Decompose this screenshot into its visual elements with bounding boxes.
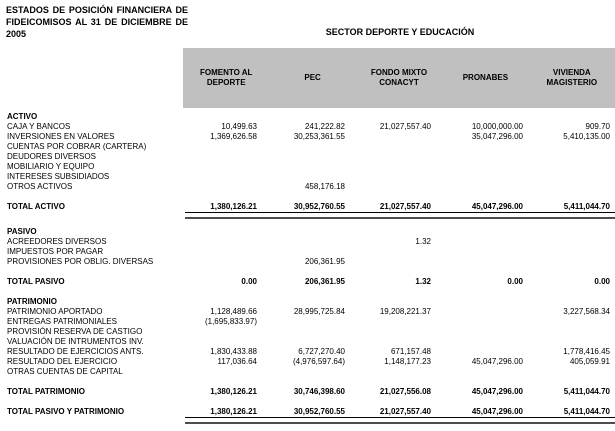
table-row — [0, 387, 615, 397]
sector-title: SECTOR DEPORTE Y EDUCACIÓN — [325, 27, 475, 37]
row-values — [185, 337, 615, 347]
table-row — [0, 317, 615, 327]
cell-value — [185, 327, 271, 337]
table-row — [0, 112, 615, 122]
cell-value: 10,000,000.00 — [471, 122, 523, 131]
blank-row — [0, 377, 615, 387]
table-row — [0, 347, 615, 357]
row-label: PATRIMONIO APORTADO — [7, 307, 103, 316]
cell-value — [443, 227, 529, 237]
cell-value — [271, 227, 357, 237]
row-values — [185, 327, 615, 337]
cell-value: (4,976,597.64) — [292, 357, 345, 366]
cell-value — [357, 162, 443, 172]
row-label: ENTREGAS PATRIMONIALES — [7, 317, 117, 326]
cell-value — [357, 367, 443, 377]
cell-value — [271, 152, 357, 162]
cell-value: 5,411,044.70 — [563, 202, 610, 211]
cell-value — [529, 152, 615, 162]
cell-value: 28,995,725.84 — [293, 307, 345, 316]
table-row — [0, 367, 615, 377]
cell-value — [357, 132, 443, 142]
column-header: FOMENTO AL DEPORTE — [199, 68, 253, 87]
cell-value — [443, 337, 529, 347]
cell-value: 30,746,398.60 — [293, 387, 345, 396]
cell-value — [529, 142, 615, 152]
row-values — [185, 357, 615, 367]
row-values — [185, 407, 615, 424]
cell-value: 1,380,126.21 — [210, 202, 257, 211]
row-label: MOBILIARIO Y EQUIPO — [7, 162, 95, 171]
row-label: CUENTAS POR COBRAR (CARTERA) — [7, 142, 147, 151]
row-values — [185, 227, 615, 237]
cell-value: 1.32 — [415, 277, 431, 286]
table-row — [0, 237, 615, 247]
table-row — [0, 142, 615, 152]
row-label: PROVISIÓN RESERVA DE CASTIGO — [7, 327, 143, 336]
cell-value — [529, 112, 615, 122]
cell-value — [271, 162, 357, 172]
table-row — [0, 122, 615, 132]
cell-value — [271, 237, 357, 247]
row-label: TOTAL PASIVO — [7, 277, 65, 286]
cell-value — [357, 247, 443, 257]
cell-value: 206,361.95 — [304, 277, 345, 286]
cell-value — [529, 237, 615, 247]
cell-value — [529, 172, 615, 182]
row-label: CAJA Y BANCOS — [7, 122, 71, 131]
cell-value — [357, 337, 443, 347]
cell-value: 10,499.63 — [221, 122, 257, 131]
cell-value: 30,952,760.55 — [293, 202, 345, 211]
cell-value — [185, 112, 271, 122]
row-label: DEUDORES DIVERSOS — [7, 152, 96, 161]
cell-value: 458,176.18 — [304, 182, 345, 191]
cell-value — [529, 257, 615, 267]
cell-value — [443, 247, 529, 257]
table-body — [0, 108, 615, 422]
cell-value — [185, 367, 271, 377]
row-label: IMPUESTOS POR PAGAR — [7, 247, 104, 256]
cell-value: 6,727,270.40 — [298, 347, 345, 356]
row-values — [185, 307, 615, 317]
cell-value: 117,036.64 — [217, 357, 257, 366]
cell-value — [357, 227, 443, 237]
cell-value — [357, 112, 443, 122]
cell-value — [271, 172, 357, 182]
cell-value — [185, 337, 271, 347]
table-row — [0, 327, 615, 337]
cell-value — [185, 247, 271, 257]
row-label: TOTAL ACTIVO — [7, 202, 65, 211]
cell-value — [529, 247, 615, 257]
row-label: TOTAL PASIVO Y PATRIMONIO — [7, 407, 125, 416]
table-row — [0, 172, 615, 182]
cell-value — [443, 152, 529, 162]
cell-value: 30,253,361.55 — [293, 132, 345, 141]
cell-value: 1,369,626.58 — [210, 132, 257, 141]
table-row — [0, 257, 615, 267]
cell-value: 30,952,760.55 — [293, 407, 345, 416]
table-row — [0, 307, 615, 317]
cell-value — [357, 182, 443, 192]
cell-value — [357, 297, 443, 307]
cell-value: 1,380,126.21 — [210, 407, 257, 416]
cell-value: 21,027,557.40 — [379, 122, 431, 131]
cell-value — [185, 142, 271, 152]
cell-value — [357, 152, 443, 162]
cell-value: 19,208,221.37 — [379, 307, 431, 316]
column-header: PEC — [304, 73, 321, 82]
cell-value: (1,695,833.97) — [204, 317, 257, 326]
row-label: RESULTADO DEL EJERCICIO — [7, 357, 118, 366]
row-values — [185, 172, 615, 182]
cell-value — [271, 112, 357, 122]
cell-value — [271, 142, 357, 152]
column-headers — [183, 48, 615, 108]
cell-value: 21,027,556.08 — [379, 387, 431, 396]
cell-value: 21,027,557.40 — [379, 202, 431, 211]
cell-value: 5,411,044.70 — [563, 407, 610, 416]
cell-value — [443, 142, 529, 152]
cell-value: 5,411,044.70 — [563, 387, 610, 396]
cell-value — [185, 152, 271, 162]
row-values — [185, 182, 615, 192]
cell-value — [529, 227, 615, 237]
cell-value: 405,059.91 — [569, 357, 610, 366]
row-values — [185, 152, 615, 162]
column-header: VIVIENDA MAGISTERIO — [546, 68, 598, 87]
row-values — [185, 202, 615, 219]
cell-value — [443, 162, 529, 172]
cell-value — [357, 327, 443, 337]
row-values — [185, 277, 615, 287]
cell-value: 45,047,296.00 — [471, 357, 523, 366]
cell-value: 1.32 — [415, 237, 431, 246]
page-title: ESTADOS DE POSICIÓN FINANCIERA DE FIDEICOMISOS AL 31 DE DICIEMBRE DE 2005 — [6, 5, 188, 39]
blank-row — [0, 267, 615, 277]
row-values — [185, 317, 615, 327]
table-row — [0, 202, 615, 217]
cell-value: 3,227,568.34 — [563, 307, 610, 316]
cell-value: 45,047,296.00 — [471, 202, 523, 211]
row-label: PASIVO — [7, 227, 37, 236]
row-label: PROVISIONES POR OBLIG. DIVERSAS — [7, 257, 154, 266]
row-values — [185, 347, 615, 357]
cell-value: 241,222.82 — [304, 122, 345, 131]
row-values — [185, 237, 615, 247]
cell-value: 21,027,557.40 — [379, 407, 431, 416]
cell-value: 0.00 — [594, 277, 610, 286]
table-row — [0, 297, 615, 307]
cell-value — [271, 317, 357, 327]
cell-value — [443, 172, 529, 182]
cell-value: 45,047,296.00 — [471, 387, 523, 396]
row-label: TOTAL PATRIMONIO — [7, 387, 85, 396]
cell-value — [185, 257, 271, 267]
table-row — [0, 357, 615, 367]
blank-row — [0, 192, 615, 202]
row-label: INTERESES SUBSIDIADOS — [7, 172, 110, 181]
cell-value: 0.00 — [241, 277, 257, 286]
cell-value — [443, 367, 529, 377]
cell-value — [271, 247, 357, 257]
cell-value — [185, 162, 271, 172]
cell-value — [357, 172, 443, 182]
cell-value — [529, 182, 615, 192]
row-label: OTRAS CUENTAS DE CAPITAL — [7, 367, 123, 376]
cell-value — [271, 337, 357, 347]
row-values — [185, 132, 615, 142]
cell-value — [185, 227, 271, 237]
table-row — [0, 407, 615, 422]
cell-value — [529, 162, 615, 172]
cell-value: 5,410,135.00 — [563, 132, 610, 141]
cell-value — [529, 367, 615, 377]
cell-value — [443, 237, 529, 247]
table-row — [0, 227, 615, 237]
cell-value — [443, 297, 529, 307]
row-label: ACTIVO — [7, 112, 38, 121]
row-values — [185, 247, 615, 257]
row-label: VALUACIÓN DE INTRUMENTOS INV. — [7, 337, 144, 346]
cell-value — [271, 327, 357, 337]
cell-value — [357, 317, 443, 327]
row-values — [185, 112, 615, 122]
row-label: INVERSIONES EN VALORES — [7, 132, 115, 141]
row-values — [185, 297, 615, 307]
cell-value: 1,778,416.45 — [563, 347, 610, 356]
cell-value — [443, 317, 529, 327]
row-label: ACREEDORES DIVERSOS — [7, 237, 107, 246]
column-header: FONDO MIXTO CONACYT — [370, 68, 428, 87]
row-label: PATRIMONIO — [7, 297, 57, 306]
cell-value — [443, 307, 529, 317]
cell-value: 1,148,177.23 — [384, 357, 431, 366]
cell-value: 206,361.95 — [304, 257, 345, 266]
cell-value — [529, 317, 615, 327]
blank-row — [0, 397, 615, 407]
row-values — [185, 367, 615, 377]
table-row — [0, 277, 615, 287]
row-label: OTROS ACTIVOS — [7, 182, 73, 191]
cell-value — [529, 327, 615, 337]
cell-value: 909.70 — [585, 122, 610, 131]
cell-value — [185, 297, 271, 307]
cell-value — [529, 297, 615, 307]
cell-value — [271, 367, 357, 377]
cell-value: 45,047,296.00 — [471, 407, 523, 416]
table-row — [0, 152, 615, 162]
cell-value: 35,047,296.00 — [471, 132, 523, 141]
cell-value — [357, 142, 443, 152]
cell-value: 1,380,126.21 — [210, 387, 257, 396]
cell-value — [443, 257, 529, 267]
table-row — [0, 337, 615, 347]
table-row — [0, 182, 615, 192]
cell-value: 671,157.48 — [390, 347, 431, 356]
cell-value — [185, 237, 271, 247]
cell-value: 1,830,433.88 — [210, 347, 257, 356]
row-values — [185, 142, 615, 152]
column-header: PRONABES — [462, 73, 509, 82]
cell-value: 1,128,489.66 — [210, 307, 257, 316]
table-row — [0, 132, 615, 142]
cell-value — [443, 112, 529, 122]
cell-value — [185, 182, 271, 192]
cell-value — [185, 172, 271, 182]
cell-value — [529, 337, 615, 347]
cell-value — [271, 297, 357, 307]
row-values — [185, 387, 615, 397]
blank-row — [0, 287, 615, 297]
row-label: RESULTADO DE EJERCICIOS ANTS. — [7, 347, 144, 356]
cell-value — [357, 257, 443, 267]
table-row — [0, 247, 615, 257]
cell-value — [443, 182, 529, 192]
row-values — [185, 162, 615, 172]
row-values — [185, 257, 615, 267]
table-row — [0, 162, 615, 172]
cell-value — [443, 327, 529, 337]
cell-value — [443, 347, 529, 357]
row-values — [185, 122, 615, 132]
cell-value: 0.00 — [507, 277, 523, 286]
